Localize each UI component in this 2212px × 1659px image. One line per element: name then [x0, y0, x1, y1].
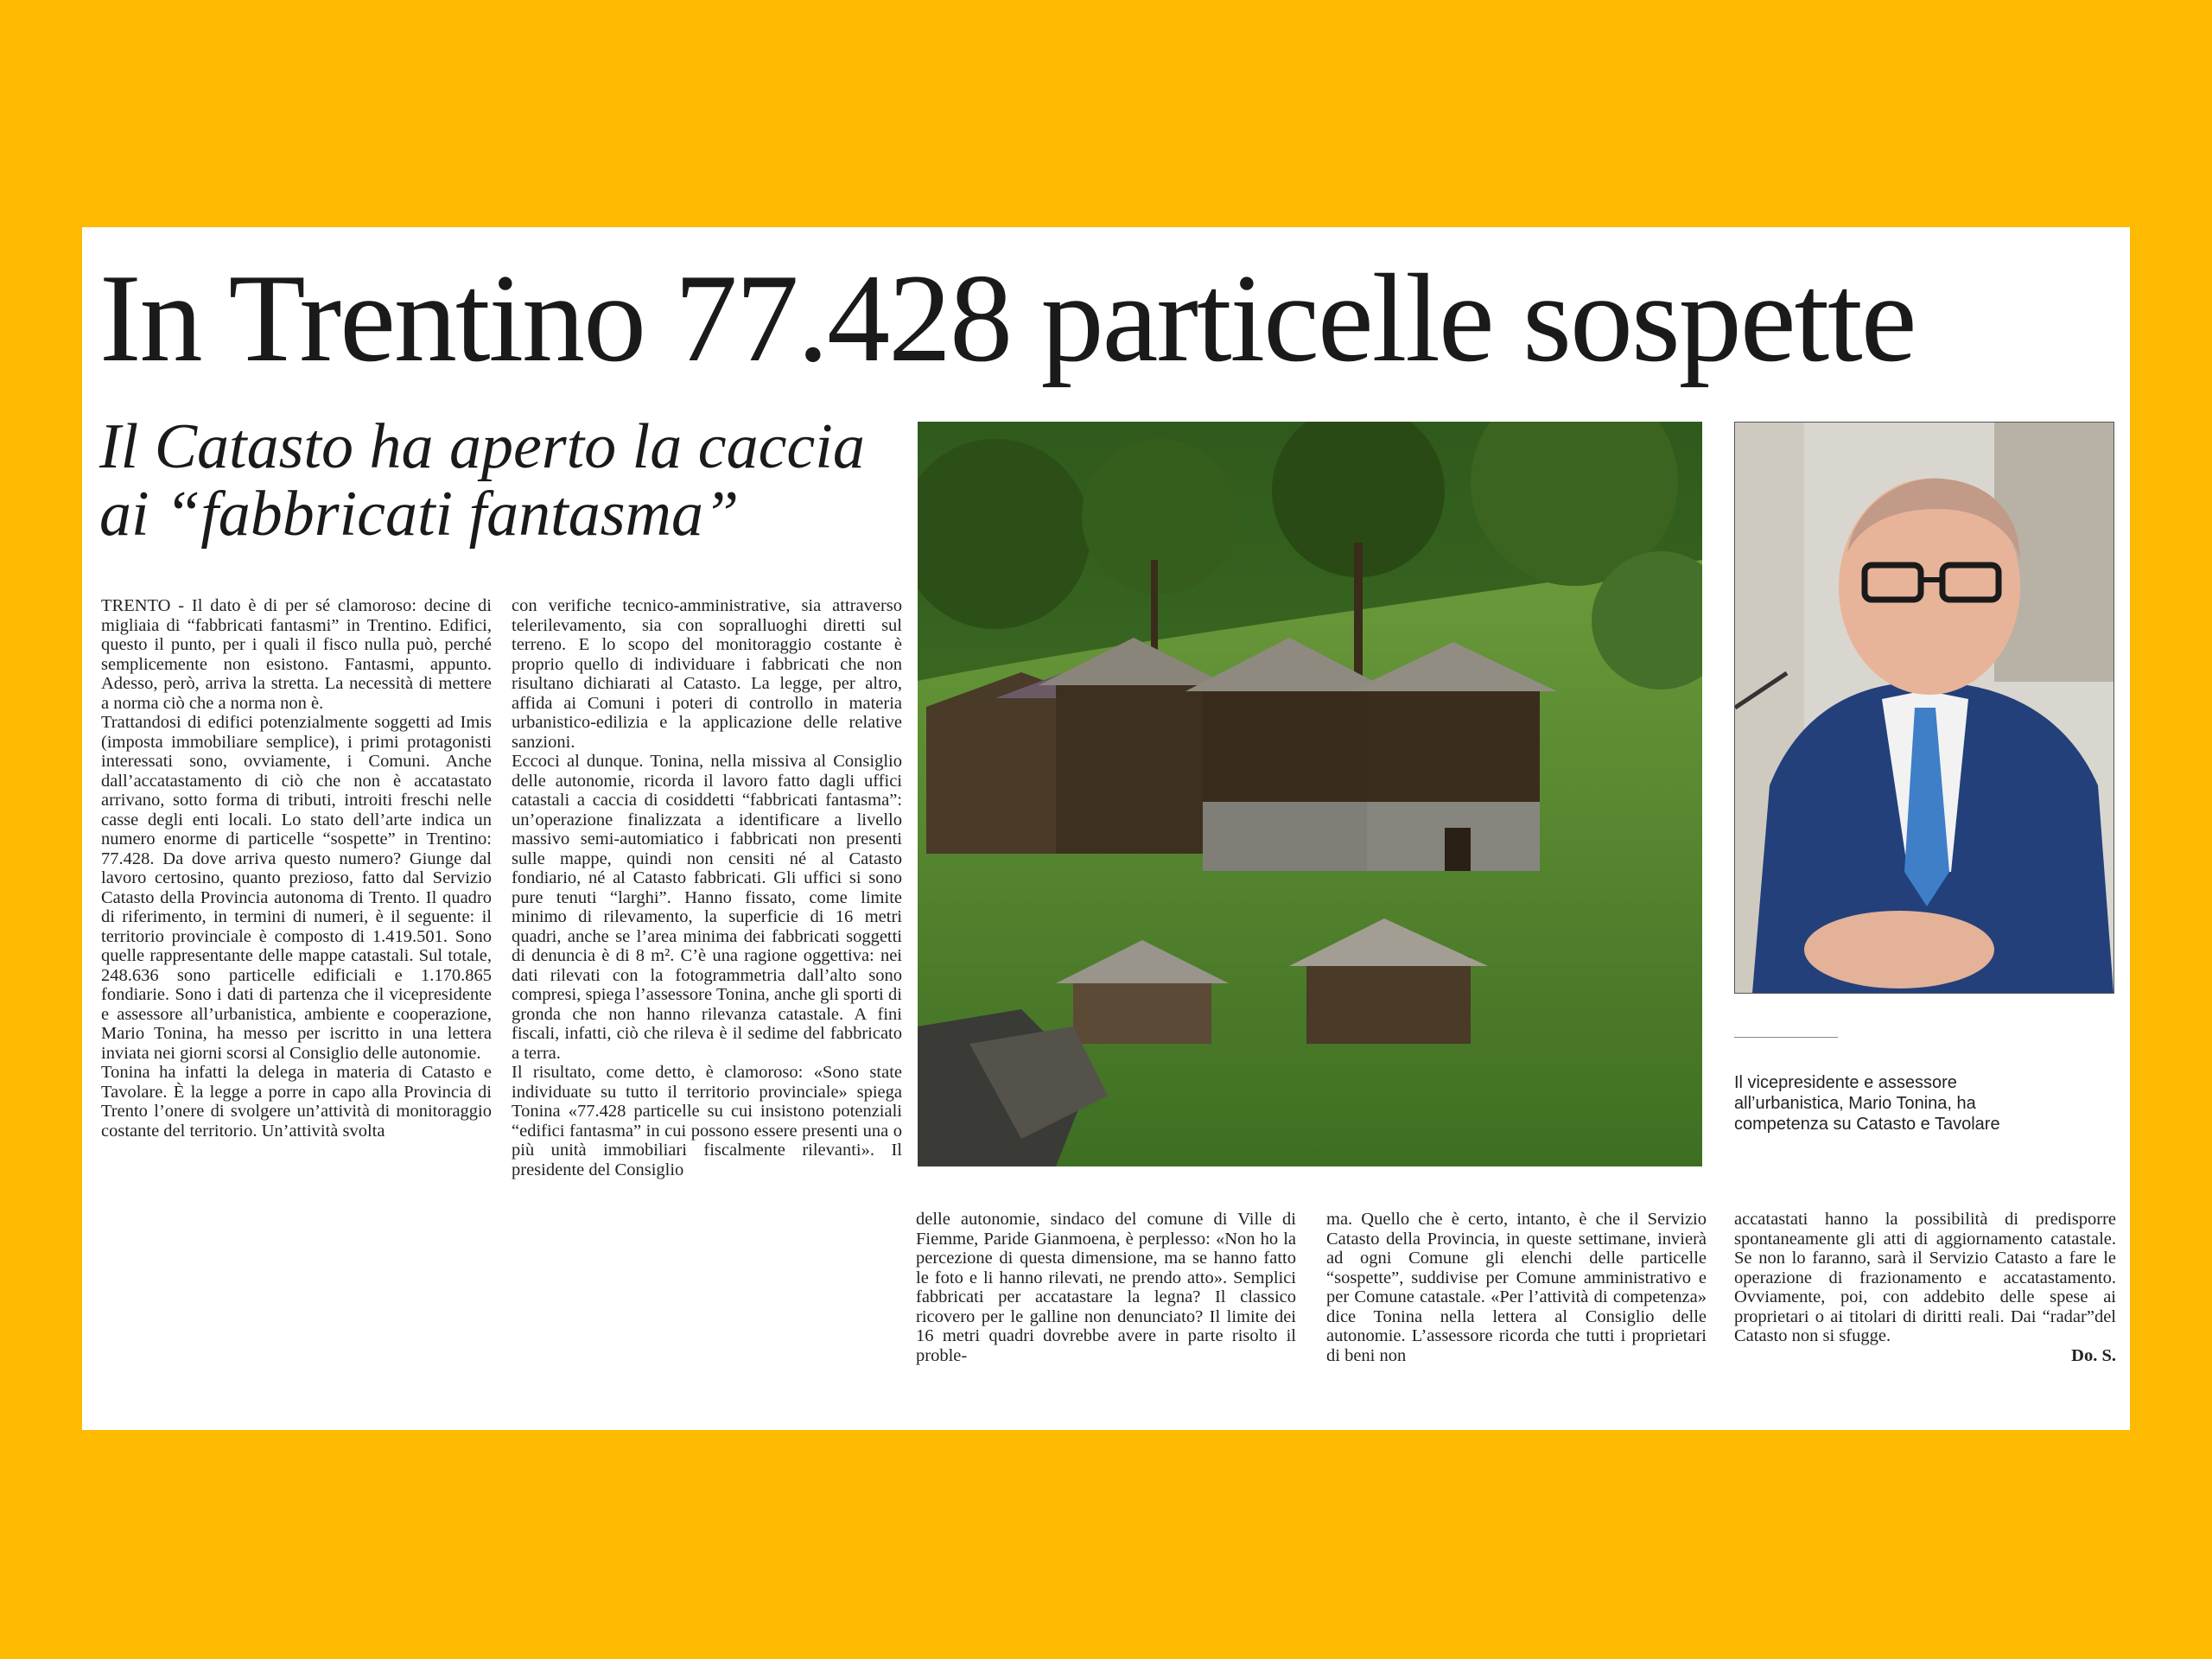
- subheadline-line-1: Il Catasto ha aperto la caccia: [99, 411, 865, 482]
- paragraph: Eccoci al dunque. Tonina, nella missiva al Consiglio delle autonomie, ricorda il lavoro fatto dagli uffici catastali a caccia di cosiddetti “fabbricati fantasma”: un’operazione finalizzata a identificare a livello massivo semi-automiatico i fabbricati non presenti sulle mappe, quindi non censiti né al Catasto fondiario, né al Catasto fabbricati. Gli uffici si sono pure tenuti “larghi”. Hanno fissato, come limite minimo di rilevamento, la superficie di 16 metri quadri, anche se l’area minima dei fabbricati soggetti di denuncia è di 8 m². C’è una ragione oggettiva: nei dati rilevati con la fotogrammetria dall’alto sono compresi, spiega l’assessore Tonina, anche gli sporti di gronda che non hanno rilevanza catastale. A fini fiscali, infatti, ciò che rileva è il sedime del fabbricato a terra.: [512, 752, 902, 1063]
- paragraph: Il risultato, come detto, è clamoroso: «Sono state individuate su tutto il territorio provinciale» spiega Tonina «77.428 particelle su cui insistono potenziali “edifici fantasma” in cui possono essere presenti una o più unità immobiliari fiscalmente rilevanti». Il presidente del Consiglio: [512, 1063, 902, 1179]
- author-signature: Do. S.: [2071, 1345, 2116, 1365]
- paragraph: Trattandosi di edifici potenzialmente soggetti ad Imis (imposta immobiliare semplice), i primi protagonisti interessati sono, ovviamente, i Comuni. Anche dall’accatastamento di ciò che non è accatastato arrivano, sotto forma di tributi, introiti freschi nelle casse degli enti locali. Lo stato dell’arte indica un numero enorme di particelle “sospette” in Trentino: 77.428. Da dove arriva questo numero? Giunge dal lavoro certosino, quanto prezioso, fatto dal Servizio Catasto della Provincia autonoma di Trento. Il quadro di riferimento, in termini di numeri, è il seguente: il territorio provinciale è composto di 1.419.501. Sono quelle rappresentante delle mappe catastali. Sul totale, 248.636 sono particelle edificiali e 1.170.865 fondiarie. Sono i dati di partenza che il vicepresidente e assessore all’urbanistica, ambiente e cooperazione, Mario Tonina, ha messo per iscritto in una lettera inviata nei giorni scorsi al Consiglio delle autonomie.: [101, 713, 492, 1063]
- article-column-5: [1734, 1210, 2116, 1426]
- headline: In Trentino 77.428 particelle sospette: [99, 248, 1916, 388]
- paragraph: TRENTO - Il dato è di per sé clamoroso: decine di migliaia di “fabbricati fantasmi” in Trentino. Edifici, questo il punto, per i quali il fisco nulla può, perché semplicemente non esistono. Fantasmi, appunto. Adesso, però, arriva la stretta. La necessità di mettere a norma ciò che a norma non è.: [101, 596, 492, 713]
- newspaper-page: [82, 227, 2130, 1430]
- subheadline: [99, 413, 929, 548]
- paragraph: con verifiche tecnico-amministrative, sia attraverso telerilevamento, sia con sopralluoghi diretti sul terreno. E lo scopo del monitoraggio costante è proprio quello di individuare i fabbricati che non risultano dichiarati al Catasto. La legge, per altro, affida ai Comuni i poteri di controllo in materia urbanistico-edilizia e la applicazione delle relative sanzioni.: [512, 596, 902, 752]
- paragraph: delle autonomie, sindaco del comune di Ville di Fiemme, Paride Gianmoena, è perplesso: «Non ho la percezione di questa dimensione, ma se hanno fatto le foto e li hanno rilevati, ne prendo atto». Semplici fabbricati per accatastare la legna? Il classico ricovero per le galline non denunciato? Il limite dei 16 metri quadri dovrebbe avere in parte risolto il proble-: [916, 1210, 1296, 1365]
- paragraph: accatastati hanno la possibilità di predisporre spontaneamente gli atti di aggiornamento catastale. Se non lo faranno, sarà il Servizio Catasto a fare le operazione di frazionamento e accatastamento. Ovviamente, poi, con addebito delle spese ai proprietari o ai titolari di diritti reali. Dai “radar”del Catasto non si sfugge.: [1734, 1210, 2116, 1345]
- article-column-2: [512, 596, 902, 1426]
- caption-divider: [1734, 1037, 1838, 1038]
- article-column-4: [1326, 1210, 1707, 1426]
- article-column-3: [916, 1210, 1296, 1426]
- photo-caption: Il vicepresidente e assessore all’urbanistica, Mario Tonina, ha competenza su Catasto e Tavolare: [1734, 1073, 2000, 1134]
- paragraph: ma. Quello che è certo, intanto, è che il Servizio Catasto della Provincia, in queste settimane, invierà ad ogni Comune gli elenchi delle particelle “sospette”, suddivise per Comune amministrativo e per Comune catastale. «Per l’attività di competenza» dice Tonina nella lettera al Consiglio delle autonomie. L’assessore ricorda che tutti i proprietari di beni non: [1326, 1210, 1707, 1365]
- subheadline-line-2: ai “fabbricati fantasma”: [99, 479, 740, 550]
- alpine-huts-photo: [918, 422, 1702, 1166]
- article-column-1: [101, 596, 492, 1426]
- paragraph: Tonina ha infatti la delega in materia di Catasto e Tavolare. È la legge a porre in capo alla Provincia di Trento l’onere di svolgere un’attività di monitoraggio costante del territorio. Un’attività svolta: [101, 1063, 492, 1141]
- mario-tonina-portrait: [1734, 422, 2114, 994]
